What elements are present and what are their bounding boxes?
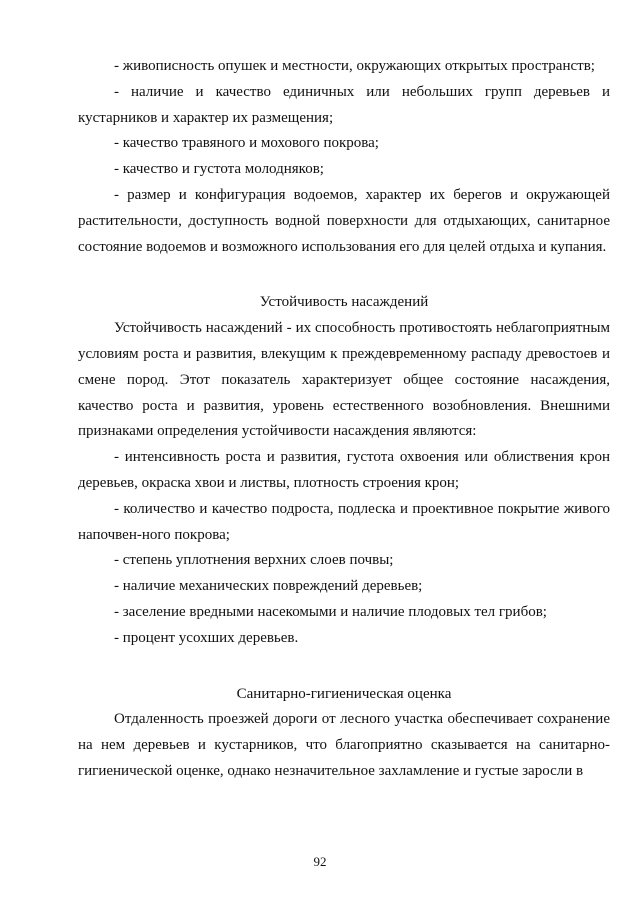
list-item: - наличие механических повреждений деревьев; [114, 578, 423, 595]
section-heading: Санитарно-гигиеническая оценка [236, 685, 452, 702]
list-item: - степень уплотнения верхних слоев почвы; [114, 552, 394, 569]
list-item: - размер и конфигурация водоемов, характер их берегов и окружающей растительности, доступность водной поверхности для отдыхающих, санитарное состояние водоемов и возможного использования его для целей отдыха и купания. [78, 186, 610, 255]
list-item: - заселение вредными насекомыми и наличие плодовых тел грибов; [114, 603, 547, 620]
list-item: - качество и густота молодняков; [114, 161, 324, 178]
list-item: - процент усохших деревьев. [114, 629, 299, 646]
section-heading: Устойчивость насаждений [259, 294, 429, 311]
list-item: - качество травяного и мохового покрова; [114, 135, 379, 152]
page-number: 92 [313, 854, 327, 869]
list-item: - интенсивность роста и развития, густота охвоения или облиствения крон деревьев, окраска хвои и листвы, плотность строения крон; [78, 449, 610, 491]
document-body [78, 54, 610, 785]
list-item: - количество и качество подроста, подлеска и проективное покрытие живого напочвен-ного покрова; [78, 500, 610, 543]
section-paragraph: Отдаленность проезжей дороги от лесного участка обеспечивает сохранение на нем деревьев и кустарников, что благоприятно сказывается на санитарно-гигиенической оценке, однако незначительное захламление и густые заросли в [78, 711, 610, 779]
list-item: - живописность опушек и местности, окружающих открытых пространств; [114, 58, 595, 74]
list-item: - наличие и качество единичных или небольших групп деревьев и кустарников и характер их размещения; [78, 83, 610, 126]
section-paragraph: Устойчивость насаждений - их способность противостоять неблагоприятным условиям роста и развития, влекущим к преждевременному распаду древостоев и смене пород. Этот показатель характеризует общее состояние насаждения, качество роста и развития, уровень естественного возобновления. Внешними признаками определения устойчивости насаждения являются: [78, 320, 610, 440]
